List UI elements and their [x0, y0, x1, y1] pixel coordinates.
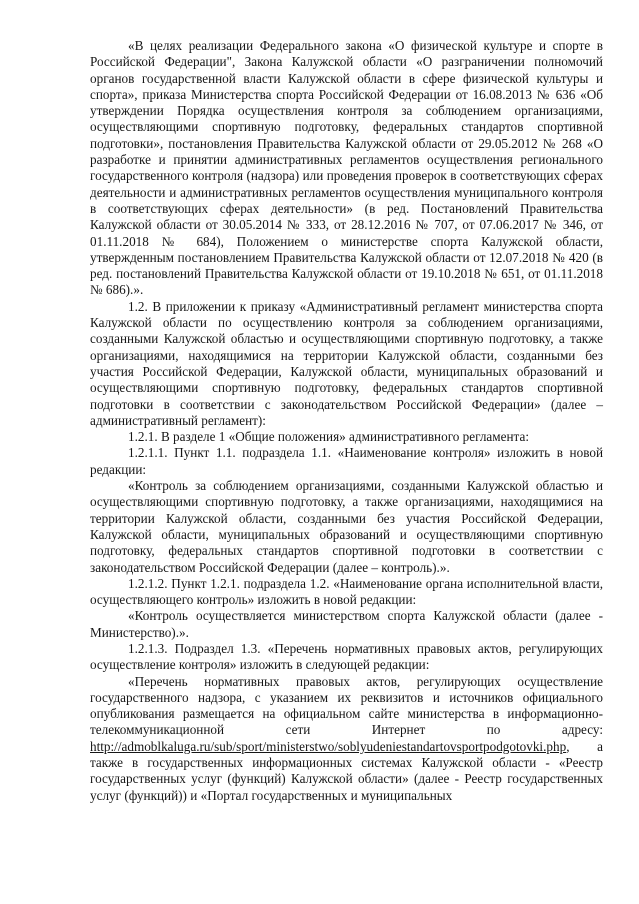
paragraph-1-2-1-1: [90, 445, 603, 478]
paragraph-text: «В целях реализации Федерального закона «О физической культуре и спорте в Российской Федерации", Закона Калужской области «О разграничении полномочий органов государственной власти Калужской области в сфере физической культуры и спорта», приказа Министерства спорта Российской Федерации от 16.08.2013 № 636 «Об утверждении Порядка осуществления контроля за соблюдением организациями, осуществляющими спортивную подготовку, федеральных стандартов спортивной подготовки», постановления Правительства Калужской области от 29.05.2012 № 268 «О разработке и принятии административных регламентов осуществления регионального государственного контроля (надзора) или проведения проверок в соответствующих сферах деятельности и административных регламентов осуществления муниципального контроля в соответствующих сферах деятельности» (в ред. Постановлений Правительства Калужской области от 30.05.2014 № 333, от 28.12.2016 № 707, от 07.06.2017 № 346, от 01.11.2018 № 684), Положением о министерстве спорта Калужской области, утвержденным постановлением Правительства Калужской области от 12.07.2018 № 420 (в ред. постановлений Правительства Калужской области от 19.10.2018 № 651, от 01.11.2018 № 686).».: [90, 38, 603, 298]
paragraph-text: 1.2.1.1. Пункт 1.1. подраздела 1.1. «Наименование контроля» изложить в новой редакции:: [90, 445, 603, 477]
paragraph-text: «Перечень нормативных правовых актов, регулирующих осуществление государственного надзора, с указанием их реквизитов и источников официального опубликования размещается на официальном сайте министерства в информационно-телекоммуникационной сети Интернет по адресу:: [90, 673, 603, 738]
paragraph-text: 1.2.1.3. Подраздел 1.3. «Перечень нормативных правовых актов, регулирующих осуществление контроля» изложить в следующей редакции:: [90, 640, 603, 673]
paragraph-text: 1.2.1.2. Пункт 1.2.1. подраздела 1.2. «Наименование органа исполнительной власти, осуществляющего контроль» изложить в новой редакции:: [90, 575, 603, 608]
paragraph-1-2: [90, 299, 603, 429]
paragraph-text-continued: , а также в государственных информационных системах Калужской области - «Реестр государственных услуг (функций) Калужской области» (далее - Реестр государственных услуг (функций)) и «Портал государственных и муниципальных: [90, 738, 603, 803]
paragraph-text: 1.2.1. В разделе 1 «Общие положения» административного регламента:: [128, 429, 529, 445]
paragraph-text: 1.2. В приложении к приказу «Административный регламент министерства спорта Калужской области по осуществлению контроля за соблюдением организациями, созданными Калужской областью и осуществляющими спортивную подготовку, а также организациями, находящимися на территории Калужской области, созданными без участия Российской Федерации, Калужской области, муниципальных образований и осуществляющими спортивную подготовку, федеральных стандартов спортивной подготовки в соответствии с законодательством Российской Федерации» (далее – административный регламент):: [90, 298, 603, 428]
paragraph-text: «Контроль осуществляется министерством спорта Калужской области (далее - Министерство).».: [90, 608, 603, 640]
paragraph-legal-acts-list: [90, 674, 603, 804]
paragraph-preamble: [90, 38, 603, 299]
paragraph-1-2-1-2: [90, 576, 603, 609]
paragraph-ministry-control: [90, 608, 603, 641]
paragraph-text: «Контроль за соблюдением организациями, созданными Калужской областью и осуществляющими спортивную подготовку, а также организациями, находящимися на территории Калужской области, созданными без участия Российской Федерации, Калужской области, муниципальных образований и осуществляющими спортивную подготовку, федеральных стандартов спортивной подготовки в соответствии с законодательством Российской Федерации (далее – контроль).».: [90, 478, 603, 575]
paragraph-1-2-1-3: [90, 641, 603, 674]
document-page: [90, 38, 603, 804]
ministry-website-link[interactable]: http://admoblkaluga.ru/sub/sport/ministerstwo/soblyudeniestandartovsportpodgotovki.php: [90, 738, 567, 754]
paragraph-control-definition: [90, 478, 603, 576]
paragraph-1-2-1: [90, 429, 603, 445]
